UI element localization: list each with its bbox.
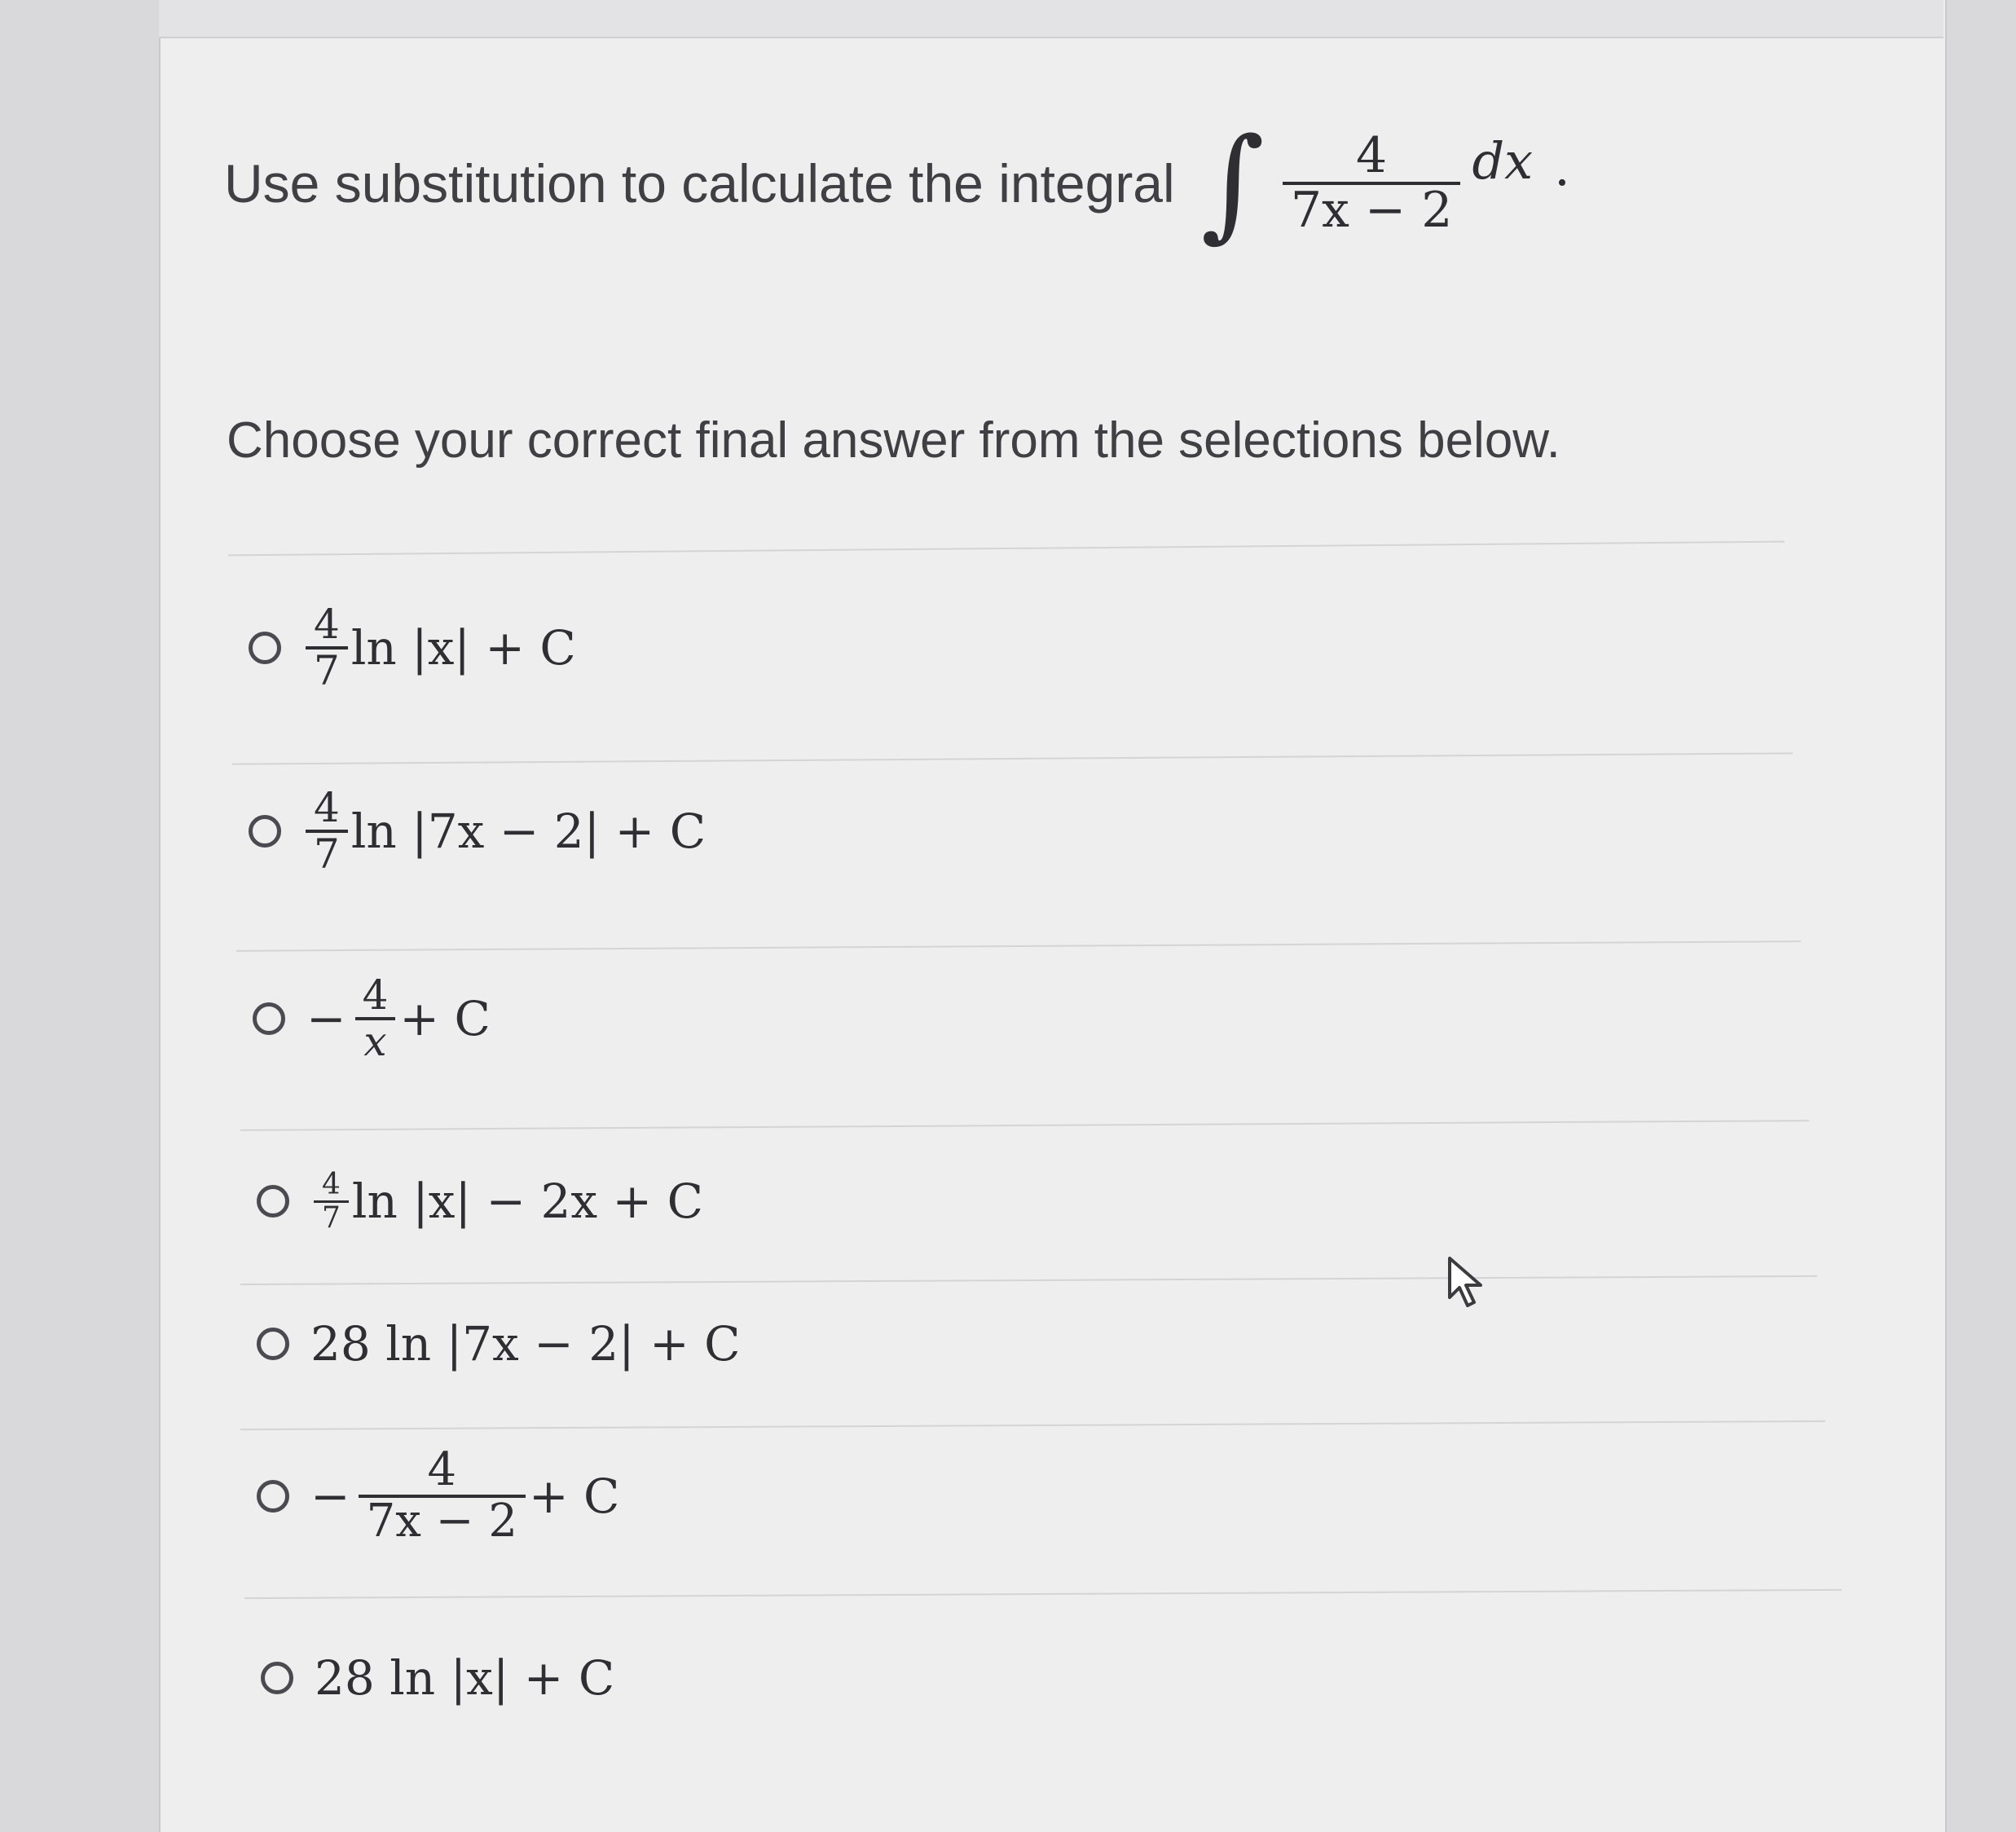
radio-button[interactable] (261, 1662, 293, 1694)
option-body: + C (399, 990, 491, 1046)
option-body: ln |x| − 2x + C (351, 1174, 703, 1230)
negative-sign: − (310, 1468, 350, 1524)
integrand-fraction (1283, 127, 1461, 239)
answer-option-3[interactable] (253, 971, 491, 1065)
mouse-pointer-icon (1446, 1255, 1495, 1312)
fraction-denominator: 7x − 2 (359, 1495, 526, 1546)
option-expression (310, 1443, 620, 1548)
negative-sign: − (306, 990, 346, 1046)
coefficient-fraction (306, 784, 348, 878)
coefficient-denominator: 7 (314, 1200, 349, 1234)
question-text (224, 112, 1570, 254)
fraction-denominator: x (355, 1017, 394, 1064)
option-expression: 28 ln |x| + C (315, 1650, 615, 1706)
fraction-numerator: 4 (427, 1443, 457, 1496)
answer-option-1[interactable] (249, 603, 576, 692)
coefficient-fraction (314, 1169, 349, 1234)
option-expression (310, 1169, 703, 1234)
term-fraction (359, 1443, 526, 1548)
radio-button[interactable] (249, 632, 281, 664)
radio-button[interactable] (257, 1480, 289, 1513)
coefficient-fraction (306, 603, 348, 692)
option-body: + C (528, 1468, 620, 1524)
question-prompt: Use substitution to calculate the integral (224, 153, 1175, 214)
answer-option-4[interactable] (257, 1169, 703, 1234)
coefficient-numerator: 4 (322, 1168, 341, 1201)
answer-option-5[interactable] (257, 1316, 741, 1372)
question-card (159, 0, 1947, 1832)
option-body: ln |7x − 2| + C (350, 803, 706, 859)
coefficient-denominator: 7 (306, 830, 348, 876)
integrand-numerator: 4 (1356, 127, 1388, 184)
coefficient-denominator: 7 (306, 646, 348, 693)
radio-button[interactable] (249, 815, 281, 848)
term-fraction (354, 971, 397, 1065)
differential: dx (1472, 130, 1534, 191)
radio-button[interactable] (253, 1002, 285, 1035)
option-expression (302, 784, 706, 878)
radio-button[interactable] (257, 1185, 289, 1218)
answer-option-6[interactable] (257, 1443, 620, 1548)
answer-option-7[interactable] (261, 1650, 614, 1706)
card-top-strip (159, 0, 1943, 38)
integral-symbol: ∫ (1200, 112, 1265, 254)
option-expression (302, 603, 576, 692)
coefficient-numerator: 4 (314, 784, 340, 831)
radio-button[interactable] (257, 1328, 289, 1360)
answer-option-2[interactable] (249, 784, 706, 878)
option-expression: 28 ln |7x − 2| + C (310, 1316, 741, 1372)
coefficient-numerator: 4 (314, 601, 340, 648)
trailing-period: . (1554, 137, 1570, 197)
option-body: ln |x| + C (350, 619, 576, 676)
fraction-numerator: 4 (362, 971, 389, 1019)
instruction-text: Choose your correct final answer from the selections below. (227, 412, 1560, 469)
option-expression (306, 971, 491, 1065)
integrand-denominator: 7x − 2 (1283, 182, 1461, 236)
